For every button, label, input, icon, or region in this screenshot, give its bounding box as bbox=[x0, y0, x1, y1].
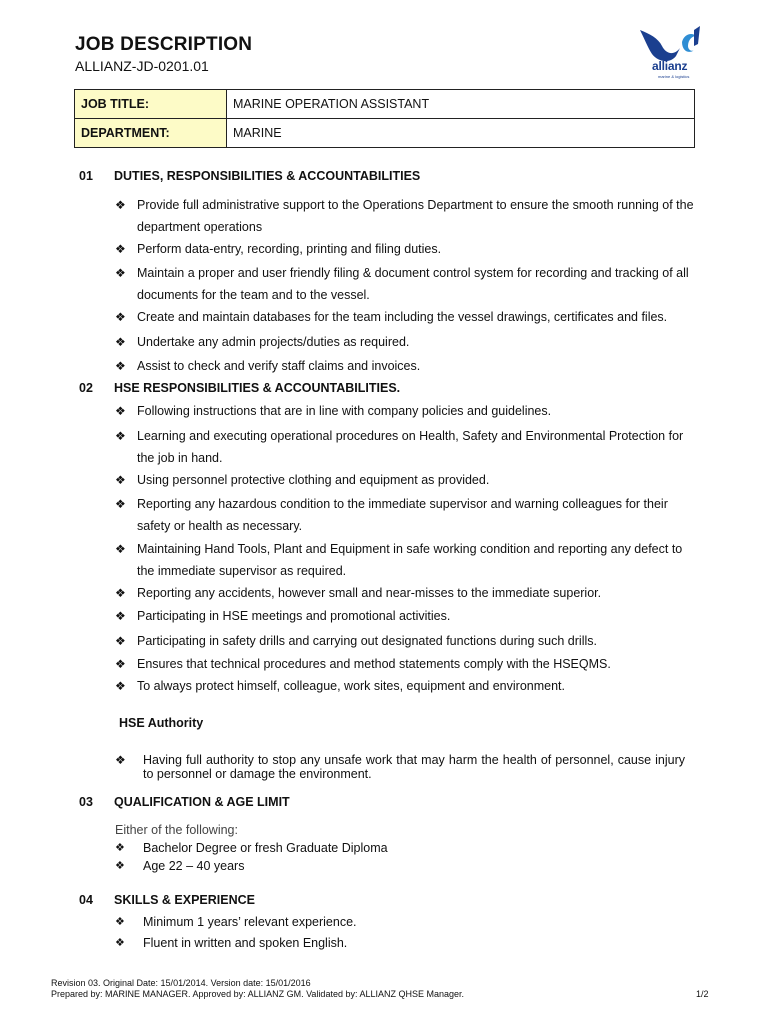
section-number: 04 bbox=[79, 893, 93, 907]
bullet-icon: ❖ bbox=[115, 473, 126, 487]
list-item: ❖ Participating in safety drills and carrying out designated functions during such drills. bbox=[115, 630, 695, 652]
bullet-icon: ❖ bbox=[115, 266, 126, 280]
section-heading bbox=[79, 169, 420, 183]
list-item: ❖ Reporting any hazardous condition to the immediate supervisor and warning colleagues for their safety or health as necessary. bbox=[115, 493, 695, 537]
list-item: ❖ Minimum 1 years’ relevant experience. bbox=[115, 915, 357, 929]
bullet-icon: ❖ bbox=[115, 497, 126, 511]
bullet-icon: ❖ bbox=[115, 860, 125, 872]
list-item: ❖ Reporting any accidents, however small and near-misses to the immediate superior. bbox=[115, 582, 695, 604]
list-item: ❖ Maintaining Hand Tools, Plant and Equipment in safe working condition and reporting any defect to the immediate supervisor as required. bbox=[115, 538, 695, 582]
bullet-icon: ❖ bbox=[115, 679, 126, 693]
bullet-icon: ❖ bbox=[115, 916, 125, 928]
bullet-icon: ❖ bbox=[115, 753, 126, 767]
section-heading bbox=[79, 893, 255, 907]
list-item: ❖ Provide full administrative support to the Operations Department to ensure the smooth running of the department operations bbox=[115, 194, 695, 238]
department-value: MARINE bbox=[227, 119, 695, 148]
department-row bbox=[75, 119, 695, 148]
bullet-icon: ❖ bbox=[115, 335, 126, 349]
page-title: JOB DESCRIPTION bbox=[75, 34, 253, 55]
section-heading bbox=[79, 381, 400, 395]
page-number: 1/2 bbox=[696, 989, 709, 999]
bullet-icon: ❖ bbox=[115, 634, 126, 648]
department-label: DEPARTMENT: bbox=[75, 119, 227, 148]
job-title-row bbox=[75, 90, 695, 119]
list-item: ❖ Undertake any admin projects/duties as required. bbox=[115, 331, 695, 353]
list-item: ❖ Fluent in written and spoken English. bbox=[115, 936, 348, 950]
section-title: DUTIES, RESPONSIBILITIES & ACCOUNTABILITIES bbox=[114, 169, 421, 183]
list-item: ❖ Perform data-entry, recording, printing and filing duties. bbox=[115, 238, 695, 260]
list-item: ❖ Age 22 – 40 years bbox=[115, 859, 245, 873]
bullet-icon: ❖ bbox=[115, 542, 126, 556]
section-heading bbox=[79, 795, 290, 809]
list-item: ❖ Bachelor Degree or fresh Graduate Diploma bbox=[115, 841, 388, 855]
section-title: HSE RESPONSIBILITIES & ACCOUNTABILITIES. bbox=[114, 381, 401, 395]
qualification-intro: Either of the following: bbox=[115, 823, 238, 837]
list-item: ❖ Maintain a proper and user friendly filing & document control system for recording and tracking of all documents for the team and to the vessel. bbox=[115, 262, 695, 306]
job-info-table bbox=[74, 89, 695, 148]
section-title: SKILLS & EXPERIENCE bbox=[114, 893, 255, 907]
list-item: ❖ Following instructions that are in line with company policies and guidelines. bbox=[115, 400, 695, 422]
bullet-icon: ❖ bbox=[115, 198, 126, 212]
list-item: ❖ To always protect himself, colleague, work sites, equipment and environment. bbox=[115, 675, 695, 697]
section-number: 01 bbox=[79, 169, 93, 183]
list-item: ❖ Ensures that technical procedures and method statements comply with the HSEQMS. bbox=[115, 653, 695, 675]
bullet-icon: ❖ bbox=[115, 359, 126, 373]
job-title-label: JOB TITLE: bbox=[75, 90, 227, 119]
list-item: ❖ Create and maintain databases for the team including the vessel drawings, certificates and files. bbox=[115, 306, 695, 328]
footer-approvals: Prepared by: MARINE MANAGER. Approved by: ALLIANZ GM. Validated by: ALLIANZ QHSE Manager. bbox=[51, 989, 465, 999]
job-title-value: MARINE OPERATION ASSISTANT bbox=[227, 90, 695, 119]
bullet-icon: ❖ bbox=[115, 310, 126, 324]
logo-subtext: marine & logistics bbox=[658, 74, 690, 79]
list-item: ❖ Learning and executing operational procedures on Health, Safety and Environmental Protection for the job in hand. bbox=[115, 425, 695, 469]
section-number: 02 bbox=[79, 381, 93, 395]
bullet-icon: ❖ bbox=[115, 609, 126, 623]
bullet-icon: ❖ bbox=[115, 842, 125, 854]
bullet-icon: ❖ bbox=[115, 586, 126, 600]
company-logo bbox=[636, 24, 706, 80]
footer-revision: Revision 03. Original Date: 15/01/2014. Version date: 15/01/2016 bbox=[51, 978, 311, 988]
bullet-icon: ❖ bbox=[115, 937, 125, 949]
list-item: ❖ Using personnel protective clothing and equipment as provided. bbox=[115, 469, 695, 491]
list-item: ❖ Participating in HSE meetings and promotional activities. bbox=[115, 605, 695, 627]
document-code: ALLIANZ-JD-0201.01 bbox=[75, 58, 209, 74]
logo-text: allianz bbox=[652, 59, 688, 73]
bullet-icon: ❖ bbox=[115, 404, 126, 418]
list-item: ❖ Having full authority to stop any unsafe work that may harm the health of personnel, cause injury to personnel or damage the environment. bbox=[115, 753, 685, 781]
bullet-icon: ❖ bbox=[115, 242, 126, 256]
bullet-icon: ❖ bbox=[115, 657, 126, 671]
section-title: QUALIFICATION & AGE LIMIT bbox=[114, 795, 290, 809]
section-number: 03 bbox=[79, 795, 93, 809]
list-item: ❖ Assist to check and verify staff claims and invoices. bbox=[115, 355, 695, 377]
hse-authority-heading: HSE Authority bbox=[119, 716, 204, 730]
bullet-icon: ❖ bbox=[115, 429, 126, 443]
